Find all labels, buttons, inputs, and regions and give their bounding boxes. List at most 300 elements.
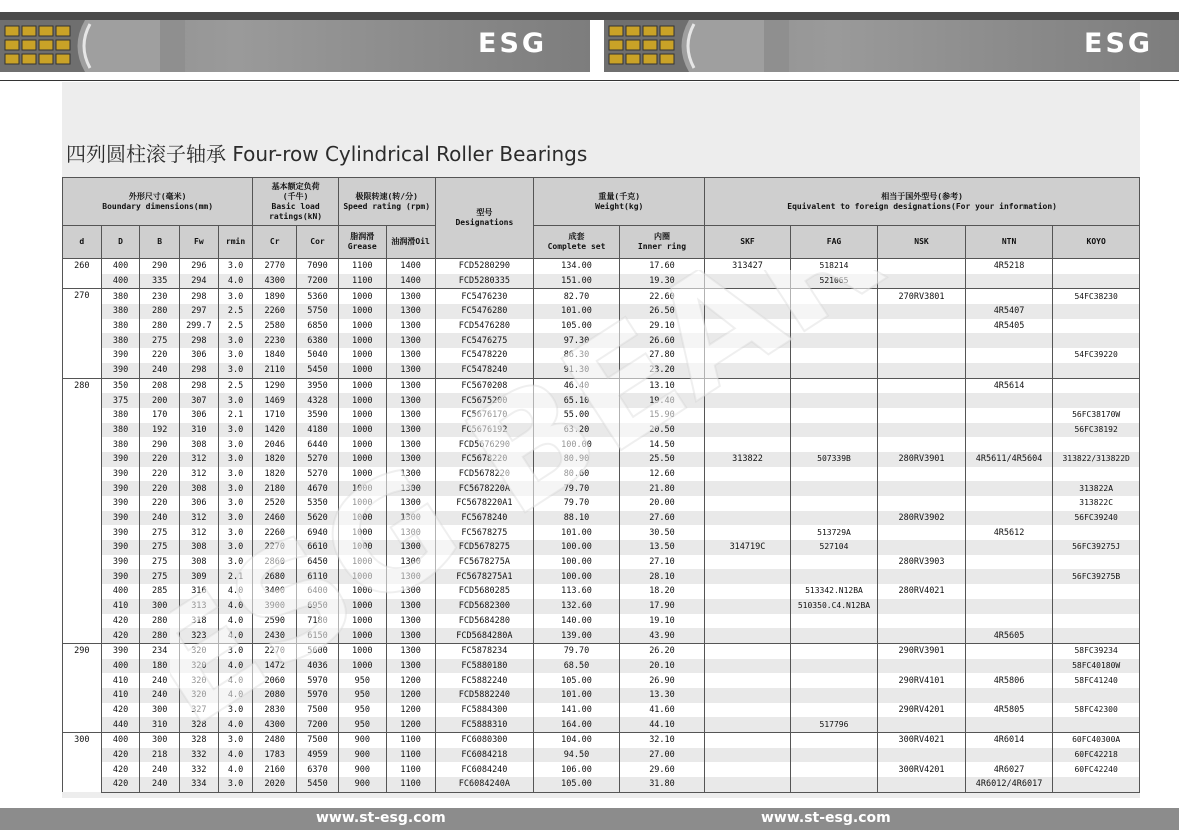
table-cell: [878, 437, 966, 452]
table-cell: [790, 378, 878, 393]
footer-bar: [0, 808, 1179, 830]
table-cell: [965, 289, 1053, 304]
header-banner-right: [604, 20, 1179, 72]
table-cell: 320: [180, 673, 219, 688]
table-cell: 1000: [338, 511, 386, 526]
table-cell: 1400: [386, 274, 435, 289]
table-cell: [1053, 584, 1140, 599]
table-cell: 2046: [253, 437, 297, 452]
table-cell: 950: [338, 673, 386, 688]
table-cell: 220: [140, 348, 180, 363]
table-cell: [790, 643, 878, 658]
table-cell: 100.00: [534, 437, 619, 452]
table-row: [63, 378, 1140, 393]
table-cell: 334: [180, 777, 219, 792]
table-cell: 19.40: [619, 393, 705, 408]
table-cell: 3.0: [218, 733, 253, 748]
table-cell: [878, 659, 966, 674]
table-cell: 2.1: [218, 569, 253, 584]
table-cell: 1469: [253, 393, 297, 408]
table-cell: FCD5680285: [435, 584, 534, 599]
table-cell: [1053, 437, 1140, 452]
table-cell: 113.60: [534, 584, 619, 599]
header-inner-cn: 内圈: [653, 232, 670, 241]
table-cell: 310: [140, 717, 180, 732]
table-cell: 2480: [253, 733, 297, 748]
table-cell: 105.00: [534, 319, 619, 334]
table-cell: 43.90: [619, 628, 705, 643]
table-cell: FCD5678220: [435, 467, 534, 482]
table-cell: FCD5684280: [435, 614, 534, 629]
table-cell: [878, 688, 966, 703]
table-cell: [790, 496, 878, 511]
table-cell: 4R5805: [965, 703, 1053, 718]
table-cell: 310: [180, 423, 219, 438]
table-cell: 1300: [386, 555, 435, 570]
table-cell: [1053, 333, 1140, 348]
table-cell: 3.0: [218, 467, 253, 482]
table-cell: [705, 437, 790, 452]
table-cell: 88.10: [534, 511, 619, 526]
table-cell: 1000: [338, 659, 386, 674]
table-cell: 527104: [790, 540, 878, 555]
table-cell: 318: [180, 614, 219, 629]
table-cell: FC5478220: [435, 348, 534, 363]
table-body: [63, 259, 1140, 793]
table-cell: 4R5405: [965, 319, 1053, 334]
table-cell: 3.0: [218, 333, 253, 348]
table-cell: [878, 393, 966, 408]
table-cell: 7090: [297, 259, 339, 274]
table-cell: [705, 467, 790, 482]
table-cell: 100.00: [534, 555, 619, 570]
table-cell: 5270: [297, 452, 339, 467]
esg-logo-right: ESG: [1084, 28, 1154, 59]
table-cell: 27.80: [619, 348, 705, 363]
table-cell: [878, 614, 966, 629]
bore-diameter-cell: 300: [63, 733, 102, 793]
table-cell: 300: [140, 733, 180, 748]
table-cell: [965, 659, 1053, 674]
table-row: [63, 333, 1140, 348]
table-cell: 4.0: [218, 688, 253, 703]
table-cell: 5600: [297, 643, 339, 658]
table-cell: 390: [101, 555, 140, 570]
table-cell: 3.0: [218, 348, 253, 363]
table-cell: 400: [101, 659, 140, 674]
header-grease-cn: 脂润滑: [350, 232, 375, 241]
table-cell: [1053, 467, 1140, 482]
table-cell: 30.50: [619, 525, 705, 540]
table-cell: 240: [140, 511, 180, 526]
table-cell: 1200: [386, 717, 435, 732]
table-cell: 6440: [297, 437, 339, 452]
table-cell: 1290: [253, 378, 297, 393]
table-cell: 3.0: [218, 525, 253, 540]
table-cell: 290RV3901: [878, 643, 966, 658]
table-cell: 1300: [386, 378, 435, 393]
table-cell: 13.10: [619, 378, 705, 393]
table-row: [63, 628, 1140, 643]
table-cell: 4.0: [218, 717, 253, 732]
table-cell: 13.50: [619, 540, 705, 555]
table-cell: 44.10: [619, 717, 705, 732]
table-cell: 3900: [253, 599, 297, 614]
table-cell: [790, 777, 878, 792]
table-cell: 950: [338, 703, 386, 718]
table-cell: 375: [101, 393, 140, 408]
table-cell: 521065: [790, 274, 878, 289]
table-cell: [705, 599, 790, 614]
table-cell: 6850: [297, 319, 339, 334]
table-cell: 1000: [338, 525, 386, 540]
table-cell: 4R5611/4R5604: [965, 452, 1053, 467]
header-load-en: Basic load ratings(kN): [269, 201, 323, 221]
table-cell: 97.30: [534, 333, 619, 348]
table-cell: 380: [101, 333, 140, 348]
table-cell: 1000: [338, 319, 386, 334]
table-cell: 327: [180, 703, 219, 718]
table-cell: FCD5676290: [435, 437, 534, 452]
table-cell: 1200: [386, 688, 435, 703]
header-rmin: rmin: [218, 226, 253, 259]
table-cell: [705, 717, 790, 732]
table-cell: [965, 496, 1053, 511]
table-cell: 2860: [253, 555, 297, 570]
table-cell: 1000: [338, 467, 386, 482]
header-fag: FAG: [790, 226, 878, 259]
table-cell: [705, 378, 790, 393]
table-cell: 1000: [338, 437, 386, 452]
table-cell: 27.10: [619, 555, 705, 570]
table-cell: [965, 274, 1053, 289]
table-cell: [790, 304, 878, 319]
table-cell: [1053, 525, 1140, 540]
table-cell: 58FC39234: [1053, 643, 1140, 658]
table-cell: 290RV4101: [878, 673, 966, 688]
table-cell: 2580: [253, 319, 297, 334]
table-cell: 390: [101, 540, 140, 555]
table-cell: 79.70: [534, 496, 619, 511]
table-cell: 140.00: [534, 614, 619, 629]
table-cell: 1000: [338, 304, 386, 319]
table-cell: 3.0: [218, 452, 253, 467]
table-cell: 6380: [297, 333, 339, 348]
table-cell: 56FC39275J: [1053, 540, 1140, 555]
table-cell: 350: [101, 378, 140, 393]
table-cell: 132.60: [534, 599, 619, 614]
table-cell: [790, 511, 878, 526]
table-cell: [965, 643, 1053, 658]
table-cell: 3950: [297, 378, 339, 393]
table-cell: 60FC42218: [1053, 748, 1140, 763]
table-cell: [878, 378, 966, 393]
table-cell: 21.80: [619, 481, 705, 496]
table-cell: 3.0: [218, 496, 253, 511]
table-cell: FC5678275A1: [435, 569, 534, 584]
header-equiv-en: Equivalent to foreign designations(For your information): [787, 201, 1057, 211]
table-cell: 200: [140, 393, 180, 408]
table-cell: 46.40: [534, 378, 619, 393]
table-cell: 5750: [297, 304, 339, 319]
table-cell: 94.50: [534, 748, 619, 763]
table-cell: [790, 408, 878, 423]
table-cell: 420: [101, 628, 140, 643]
table-cell: FC5476275: [435, 333, 534, 348]
table-cell: 1300: [386, 363, 435, 378]
table-cell: 1300: [386, 659, 435, 674]
table-cell: 313822/313822D: [1053, 452, 1140, 467]
table-cell: 513729A: [790, 525, 878, 540]
table-cell: FCD5684280A: [435, 628, 534, 643]
table-cell: 390: [101, 348, 140, 363]
table-cell: 2830: [253, 703, 297, 718]
table-cell: 2230: [253, 333, 297, 348]
table-cell: 58FC40180W: [1053, 659, 1140, 674]
table-cell: 1300: [386, 481, 435, 496]
table-row: [63, 673, 1140, 688]
table-cell: 316: [180, 584, 219, 599]
table-cell: 5360: [297, 289, 339, 304]
table-cell: 1000: [338, 555, 386, 570]
table-cell: 4R6014: [965, 733, 1053, 748]
table-cell: 308: [180, 481, 219, 496]
table-cell: 3.0: [218, 511, 253, 526]
table-cell: [965, 481, 1053, 496]
table-cell: [965, 348, 1053, 363]
table-cell: 400: [101, 274, 140, 289]
table-cell: 5040: [297, 348, 339, 363]
table-cell: 400: [101, 733, 140, 748]
table-cell: 1420: [253, 423, 297, 438]
table-cell: [1053, 393, 1140, 408]
header-nsk: NSK: [878, 226, 966, 259]
table-cell: [705, 703, 790, 718]
table-cell: 1400: [386, 259, 435, 274]
table-cell: 1300: [386, 496, 435, 511]
table-cell: [965, 467, 1053, 482]
table-cell: 4.0: [218, 599, 253, 614]
table-cell: 19.10: [619, 614, 705, 629]
table-cell: [705, 393, 790, 408]
table-cell: FC5676192: [435, 423, 534, 438]
table-cell: 6610: [297, 540, 339, 555]
table-cell: 3.0: [218, 540, 253, 555]
table-cell: [878, 333, 966, 348]
table-cell: 139.00: [534, 628, 619, 643]
table-cell: 4328: [297, 393, 339, 408]
table-cell: [965, 599, 1053, 614]
header-weight-cn: 重量(千克): [598, 191, 641, 201]
table-cell: 6940: [297, 525, 339, 540]
header-grease: [338, 226, 386, 259]
header-boundary-cn: 外形尺寸(毫米): [128, 191, 187, 201]
table-cell: 54FC39220: [1053, 348, 1140, 363]
table-cell: 390: [101, 363, 140, 378]
table-cell: 2430: [253, 628, 297, 643]
table-cell: FC5880180: [435, 659, 534, 674]
table-cell: 56FC39275B: [1053, 569, 1140, 584]
table-cell: 4R5614: [965, 378, 1053, 393]
table-cell: 2.5: [218, 304, 253, 319]
table-cell: 1300: [386, 437, 435, 452]
table-cell: FC5678220A: [435, 481, 534, 496]
table-cell: [790, 569, 878, 584]
table-cell: 7500: [297, 703, 339, 718]
table-cell: 280RV3901: [878, 452, 966, 467]
table-cell: 1000: [338, 628, 386, 643]
table-cell: [965, 423, 1053, 438]
page-title: 四列圆柱滚子轴承 Four-row Cylindrical Roller Bearings: [66, 142, 588, 166]
table-cell: 5970: [297, 688, 339, 703]
table-cell: 4.0: [218, 748, 253, 763]
footer-url-right[interactable]: www.st-esg.com: [761, 810, 891, 826]
table-cell: 328: [180, 733, 219, 748]
table-cell: 4.0: [218, 762, 253, 777]
table-row: [63, 452, 1140, 467]
table-cell: 240: [140, 762, 180, 777]
table-cell: [878, 481, 966, 496]
table-cell: [965, 363, 1053, 378]
table-cell: [705, 659, 790, 674]
table-cell: 313822A: [1053, 481, 1140, 496]
table-cell: FC5878234: [435, 643, 534, 658]
table-cell: FC6080300: [435, 733, 534, 748]
footer-url-left[interactable]: www.st-esg.com: [316, 810, 446, 826]
table-row: [63, 733, 1140, 748]
table-cell: FC6084218: [435, 748, 534, 763]
table-cell: 6110: [297, 569, 339, 584]
table-cell: FCD5280335: [435, 274, 534, 289]
table-cell: [878, 569, 966, 584]
table-cell: [878, 628, 966, 643]
table-cell: 101.00: [534, 688, 619, 703]
table-cell: [790, 628, 878, 643]
table-row: [63, 688, 1140, 703]
bore-diameter-cell: 270: [63, 289, 102, 378]
table-cell: 5270: [297, 467, 339, 482]
table-cell: 308: [180, 437, 219, 452]
table-cell: 900: [338, 777, 386, 792]
table-cell: [790, 423, 878, 438]
table-cell: 4R5605: [965, 628, 1053, 643]
table-cell: 2260: [253, 525, 297, 540]
table-cell: [790, 748, 878, 763]
table-cell: 170: [140, 408, 180, 423]
table-cell: 23.20: [619, 363, 705, 378]
table-cell: 3.0: [218, 363, 253, 378]
table-cell: 1783: [253, 748, 297, 763]
header-d: d: [63, 226, 102, 259]
table-row: [63, 304, 1140, 319]
table-cell: [790, 614, 878, 629]
table-cell: 300RV4201: [878, 762, 966, 777]
table-cell: 104.00: [534, 733, 619, 748]
table-row: [63, 496, 1140, 511]
table-cell: FC5884300: [435, 703, 534, 718]
table-cell: 380: [101, 408, 140, 423]
table-cell: 2020: [253, 777, 297, 792]
table-cell: 31.80: [619, 777, 705, 792]
table-cell: 410: [101, 673, 140, 688]
table-cell: 306: [180, 496, 219, 511]
table-cell: FC6084240A: [435, 777, 534, 792]
table-cell: 306: [180, 348, 219, 363]
header-Cor: Cor: [297, 226, 339, 259]
table-cell: 280RV3902: [878, 511, 966, 526]
table-cell: 6150: [297, 628, 339, 643]
table-cell: 1300: [386, 348, 435, 363]
table-cell: 3590: [297, 408, 339, 423]
table-cell: 105.00: [534, 777, 619, 792]
table-cell: [705, 363, 790, 378]
table-cell: FC5476280: [435, 304, 534, 319]
table-cell: [965, 569, 1053, 584]
table-cell: [705, 481, 790, 496]
table-cell: 280: [140, 304, 180, 319]
table-cell: 86.30: [534, 348, 619, 363]
table-cell: 280: [140, 319, 180, 334]
table-cell: 1000: [338, 378, 386, 393]
table-cell: 2270: [253, 540, 297, 555]
table-cell: 3.0: [218, 259, 253, 274]
table-cell: 320: [180, 643, 219, 658]
table-cell: 13.30: [619, 688, 705, 703]
table-cell: 1000: [338, 289, 386, 304]
table-cell: [965, 584, 1053, 599]
table-cell: [965, 614, 1053, 629]
table-cell: [790, 319, 878, 334]
table-cell: 390: [101, 569, 140, 584]
table-cell: [1053, 717, 1140, 732]
table-row: [63, 259, 1140, 274]
table-cell: 4R6012/4R6017: [965, 777, 1053, 792]
table-cell: 1300: [386, 452, 435, 467]
table-cell: 230: [140, 289, 180, 304]
table-cell: [1053, 628, 1140, 643]
table-cell: 275: [140, 333, 180, 348]
table-cell: 297: [180, 304, 219, 319]
table-cell: [705, 525, 790, 540]
table-cell: 1100: [338, 274, 386, 289]
table-cell: 420: [101, 614, 140, 629]
table-cell: [790, 333, 878, 348]
table-cell: [705, 304, 790, 319]
table-cell: 26.60: [619, 333, 705, 348]
table-cell: 312: [180, 525, 219, 540]
table-cell: 410: [101, 688, 140, 703]
table-cell: 306: [180, 408, 219, 423]
table-row: [63, 643, 1140, 658]
table-cell: [790, 703, 878, 718]
header-load-cn: 基本额定负荷: [271, 181, 320, 191]
table-cell: [1053, 304, 1140, 319]
table-cell: [705, 408, 790, 423]
table-cell: 380: [101, 319, 140, 334]
header-Fw: Fw: [180, 226, 219, 259]
header-speed-cn: 极限转速(转/分): [355, 191, 418, 201]
table-cell: 1840: [253, 348, 297, 363]
table-cell: 380: [101, 423, 140, 438]
table-cell: 2160: [253, 762, 297, 777]
table-cell: 1000: [338, 452, 386, 467]
table-cell: 106.00: [534, 762, 619, 777]
table-cell: [705, 555, 790, 570]
table-cell: 4.0: [218, 614, 253, 629]
table-cell: [705, 762, 790, 777]
table-cell: 1300: [386, 304, 435, 319]
table-row: [63, 348, 1140, 363]
